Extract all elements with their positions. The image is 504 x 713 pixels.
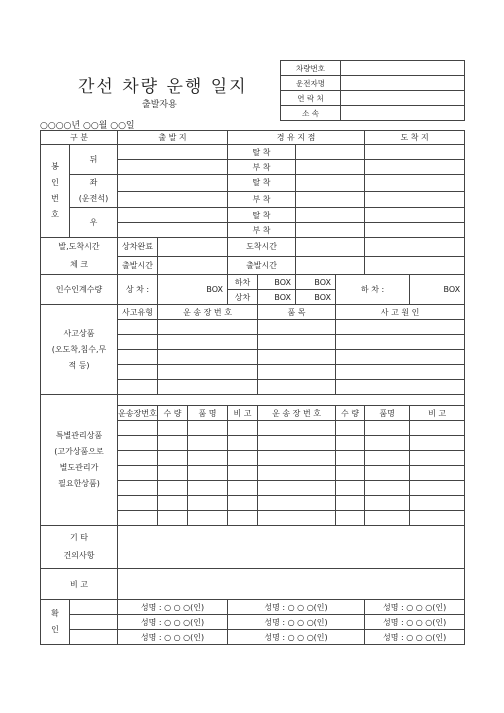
special-cell[interactable] (228, 466, 258, 481)
confirm-sign-1-3[interactable]: 성명 : ○ ○ ○(인) (365, 600, 465, 615)
departure-time-field-2[interactable] (296, 256, 365, 275)
page-title: 간선 차량 운행 일지 (78, 77, 248, 97)
special-cell[interactable] (118, 511, 158, 526)
accident-cell[interactable] (336, 320, 465, 335)
seal-left-detach-field[interactable] (296, 175, 365, 192)
special-cell[interactable] (365, 466, 410, 481)
vehicle-number-field[interactable] (341, 61, 465, 76)
affiliation-label: 소 속 (281, 106, 341, 121)
special-cell[interactable] (336, 511, 365, 526)
col-header-waypoint: 경 유 지 점 (228, 131, 365, 145)
handover-load-box-2[interactable]: BOX (296, 290, 336, 305)
time-check-label: 발,도착시간 체 크 (41, 238, 118, 275)
special-cell[interactable] (336, 421, 365, 436)
special-header-note-2: 비 고 (410, 406, 465, 421)
page-subtitle: 출발자용 (142, 100, 177, 110)
seal-right-detach-field[interactable] (296, 208, 365, 223)
handover-unload-right-label: 하 차 : (336, 275, 410, 305)
special-cell[interactable] (228, 481, 258, 496)
special-cell[interactable] (258, 496, 336, 511)
special-cell[interactable] (228, 496, 258, 511)
seal-left-detach: 탈 착 (228, 175, 296, 192)
confirm-sign-1-1[interactable]: 성명 : ○ ○ ○(인) (118, 600, 228, 615)
special-cell[interactable] (258, 421, 336, 436)
confirm-sign-3-1[interactable]: 성명 : ○ ○ ○(인) (118, 630, 228, 645)
accident-cell[interactable] (336, 350, 465, 365)
seal-rear-arrival-1[interactable] (365, 145, 465, 160)
confirm-sign-2-3[interactable]: 성명 : ○ ○ ○(인) (365, 615, 465, 630)
seal-rear-attach: 부 착 (228, 160, 296, 175)
seal-left-departure-2[interactable] (118, 191, 228, 208)
seal-number-label: 봉 인 번 호 (41, 145, 70, 238)
seal-right-arrival-1[interactable] (365, 208, 465, 223)
accident-cell[interactable] (336, 380, 465, 395)
departure-time-label: 출발시간 (118, 256, 158, 275)
loading-done-label: 상차완료 (118, 238, 158, 257)
special-header-note: 비 고 (228, 406, 258, 421)
seal-left-attach-field[interactable] (296, 191, 365, 208)
accident-cell[interactable] (258, 320, 336, 335)
special-cell[interactable] (365, 451, 410, 466)
accident-cell[interactable] (258, 350, 336, 365)
special-header-waybill-2: 운 송 장 번 호 (258, 406, 336, 421)
note-field[interactable] (118, 569, 465, 600)
special-cell[interactable] (410, 451, 465, 466)
loading-done-field[interactable] (158, 238, 228, 257)
vehicle-number-label: 차량번호 (281, 61, 341, 76)
special-header-qty-2: 수 량 (336, 406, 365, 421)
seal-right-departure-2[interactable] (118, 223, 228, 238)
accident-header-waybill: 운 송 장 번 호 (158, 305, 258, 320)
confirm-sign-2-1[interactable]: 성명 : ○ ○ ○(인) (118, 615, 228, 630)
special-cell[interactable] (365, 436, 410, 451)
seal-right-arrival-2[interactable] (365, 223, 465, 238)
seal-rear-attach-field[interactable] (296, 160, 365, 175)
confirm-row-1-role[interactable] (70, 600, 118, 615)
other-suggestions-field[interactable] (118, 526, 465, 569)
note-label: 비 고 (41, 569, 118, 600)
seal-right-attach: 부 착 (228, 223, 296, 238)
seal-left-arrival-1[interactable] (365, 175, 465, 192)
special-cell[interactable] (188, 496, 228, 511)
special-cell[interactable] (365, 481, 410, 496)
special-cell[interactable] (158, 451, 188, 466)
special-cell[interactable] (158, 421, 188, 436)
special-cell[interactable] (336, 466, 365, 481)
accident-cell[interactable] (118, 350, 158, 365)
seal-left-label: 좌 (운전석) (70, 175, 118, 208)
other-suggestions-label: 기 타 건의사항 (41, 526, 118, 569)
handover-load-box-1[interactable]: BOX (258, 290, 296, 305)
special-cell[interactable] (188, 466, 228, 481)
special-cell[interactable] (158, 436, 188, 451)
special-cell[interactable] (410, 466, 465, 481)
special-cell[interactable] (188, 421, 228, 436)
special-cell[interactable] (258, 466, 336, 481)
special-cell[interactable] (188, 511, 228, 526)
special-cell[interactable] (258, 451, 336, 466)
seal-rear-arrival-2[interactable] (365, 160, 465, 175)
accident-cell[interactable] (118, 365, 158, 380)
special-goods-label: 특별관리상품 (고가상품으로 별도관리가 필요한상품) (41, 395, 118, 526)
special-cell[interactable] (118, 451, 158, 466)
special-cell[interactable] (410, 511, 465, 526)
special-cell[interactable] (118, 421, 158, 436)
accident-cell[interactable] (336, 335, 465, 350)
vehicle-info-table (280, 60, 465, 121)
special-cell[interactable] (258, 481, 336, 496)
accident-cell[interactable] (118, 320, 158, 335)
special-spacer (118, 395, 465, 406)
affiliation-field[interactable] (341, 106, 465, 121)
special-cell[interactable] (410, 436, 465, 451)
handover-unload-label: 하차 (228, 275, 258, 290)
accident-cell[interactable] (158, 320, 258, 335)
confirm-sign-3-3[interactable]: 성명 : ○ ○ ○(인) (365, 630, 465, 645)
confirm-row-3-role[interactable] (70, 630, 118, 645)
departure-time-label-2: 출발시간 (228, 256, 296, 275)
special-cell[interactable] (228, 451, 258, 466)
special-cell[interactable] (188, 481, 228, 496)
seal-rear-detach: 탈 착 (228, 145, 296, 160)
special-cell[interactable] (228, 436, 258, 451)
special-header-qty: 수 량 (158, 406, 188, 421)
departure-time-field[interactable] (158, 256, 228, 275)
accident-header-type: 사고유형 (118, 305, 158, 320)
special-cell[interactable] (410, 421, 465, 436)
seal-left-arrival-2[interactable] (365, 191, 465, 208)
col-header-departure: 출 발 지 (118, 131, 228, 145)
confirm-label: 확 인 (41, 600, 70, 645)
seal-right-departure-1[interactable] (118, 208, 228, 223)
accident-cell[interactable] (158, 380, 258, 395)
departure-time-arrival-field[interactable] (365, 256, 465, 275)
special-cell[interactable] (336, 436, 365, 451)
confirm-row-2-role[interactable] (70, 615, 118, 630)
contact-label: 연 락 처 (281, 91, 341, 106)
handover-qty-label: 인수인계수량 (41, 275, 118, 305)
accident-cell[interactable] (336, 365, 465, 380)
seal-right-label: 우 (70, 208, 118, 238)
col-header-arrival: 도 착 지 (365, 131, 465, 145)
main-form-table (40, 130, 465, 645)
special-cell[interactable] (158, 511, 188, 526)
special-header-waybill: 운송장번호 (118, 406, 158, 421)
special-cell[interactable] (158, 466, 188, 481)
driver-name-field[interactable] (341, 76, 465, 91)
accident-cell[interactable] (258, 335, 336, 350)
arrival-time-arrival-field[interactable] (365, 238, 465, 257)
seal-rear-label: 뒤 (70, 145, 118, 175)
special-header-name: 품 명 (188, 406, 228, 421)
handover-unload-right-box[interactable]: BOX (410, 275, 465, 305)
seal-right-detach: 탈 착 (228, 208, 296, 223)
handover-load-label-2: 상차 (228, 290, 258, 305)
col-header-gubun: 구 분 (41, 131, 118, 145)
contact-field[interactable] (341, 91, 465, 106)
confirm-sign-1-2[interactable]: 성명 : ○ ○ ○(인) (228, 600, 365, 615)
accident-goods-label: 사고상품 (오도착,침수,무 적 등) (41, 305, 118, 395)
accident-cell[interactable] (158, 350, 258, 365)
special-cell[interactable] (158, 496, 188, 511)
special-cell[interactable] (336, 451, 365, 466)
accident-header-item: 품 목 (258, 305, 336, 320)
handover-unload-box-2[interactable]: BOX (296, 275, 336, 290)
confirm-sign-2-2[interactable]: 성명 : ○ ○ ○(인) (228, 615, 365, 630)
special-cell[interactable] (118, 496, 158, 511)
driver-name-label: 운전자명 (281, 76, 341, 91)
arrival-time-label: 도착시간 (228, 238, 296, 257)
special-cell[interactable] (118, 481, 158, 496)
seal-rear-departure-1[interactable] (118, 145, 228, 160)
confirm-sign-3-2[interactable]: 성명 : ○ ○ ○(인) (228, 630, 365, 645)
seal-left-attach: 부 착 (228, 191, 296, 208)
handover-loading-label: 상 차 : (118, 275, 158, 305)
handover-unload-box-1[interactable]: BOX (258, 275, 296, 290)
special-cell[interactable] (410, 481, 465, 496)
special-cell[interactable] (118, 436, 158, 451)
special-cell[interactable] (188, 436, 228, 451)
handover-loading-box[interactable]: BOX (158, 275, 228, 305)
special-cell[interactable] (336, 481, 365, 496)
special-cell[interactable] (228, 421, 258, 436)
special-cell[interactable] (188, 451, 228, 466)
accident-cell[interactable] (258, 365, 336, 380)
accident-header-cause: 사 고 원 인 (336, 305, 465, 320)
special-cell[interactable] (258, 436, 336, 451)
seal-left-departure-1[interactable] (118, 175, 228, 192)
special-cell[interactable] (228, 511, 258, 526)
special-cell[interactable] (365, 511, 410, 526)
special-cell[interactable] (336, 496, 365, 511)
special-cell[interactable] (410, 496, 465, 511)
special-cell[interactable] (258, 511, 336, 526)
special-cell[interactable] (158, 481, 188, 496)
accident-cell[interactable] (118, 335, 158, 350)
special-cell[interactable] (365, 421, 410, 436)
accident-cell[interactable] (158, 335, 258, 350)
seal-rear-departure-2[interactable] (118, 160, 228, 175)
special-cell[interactable] (118, 466, 158, 481)
accident-cell[interactable] (258, 380, 336, 395)
date-field[interactable]: ○○○○년 ○○월 ○○일 (40, 121, 135, 131)
seal-right-attach-field[interactable] (296, 223, 365, 238)
accident-cell[interactable] (158, 365, 258, 380)
special-header-name-2: 품명 (365, 406, 410, 421)
special-cell[interactable] (365, 496, 410, 511)
accident-cell[interactable] (118, 380, 158, 395)
arrival-time-field[interactable] (296, 238, 365, 257)
seal-rear-detach-field[interactable] (296, 145, 365, 160)
